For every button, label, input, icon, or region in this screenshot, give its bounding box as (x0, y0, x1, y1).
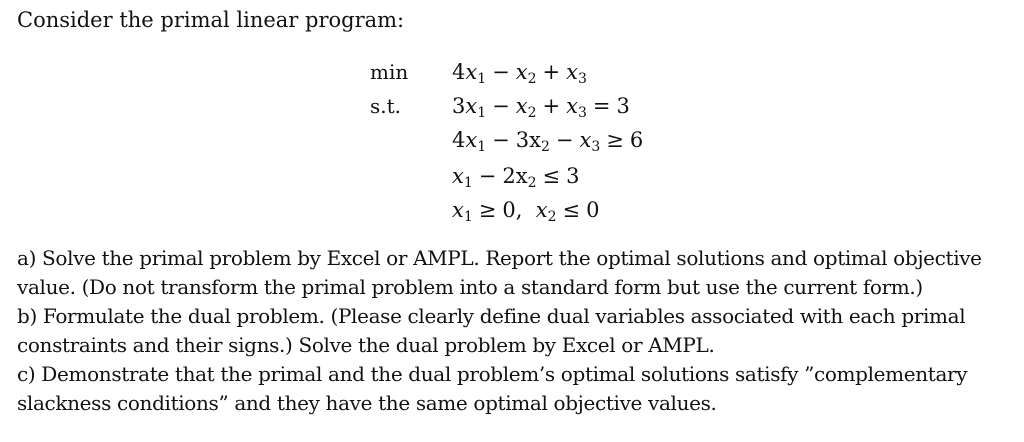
questions (17, 244, 1007, 418)
constraints-label: s.t. (370, 94, 402, 118)
question-c-line-1: c) Demonstrate that the primal and the dual problem’s optimal solutions satisfy ”complementary (17, 362, 968, 386)
question-b-line-1: b) Formulate the dual problem. (Please clearly define dual variables associated with each primal (17, 304, 966, 328)
objective-label: min (370, 60, 409, 84)
constraint-1: $3x_1 - x_2 + x_3 = 3$ (452, 94, 630, 121)
intro-text: Consider the primal linear program: (17, 8, 405, 32)
objective-function: $4x_1 - x_2 + x_3$ (452, 60, 587, 87)
question-c-line-2: slackness conditions” and they have the same optimal objective values. (17, 391, 717, 415)
constraint-2: $4x_1 - 3x_2 - x_3 \ge 6$ (452, 128, 644, 155)
question-a-line-1: a) Solve the primal problem by Excel or AMPL. Report the optimal solutions and optimal objective (17, 246, 982, 270)
constraint-3: $x_1 - 2x_2 \le 3$ (452, 164, 580, 191)
question-b-line-2: constraints and their signs.) Solve the dual problem by Excel or AMPL. (17, 333, 715, 357)
sign-constraints: $x_1 \ge 0$, $x_2 \le 0$ (452, 198, 600, 225)
question-a-line-2: value. (Do not transform the primal problem into a standard form but use the current form.) (17, 275, 923, 299)
